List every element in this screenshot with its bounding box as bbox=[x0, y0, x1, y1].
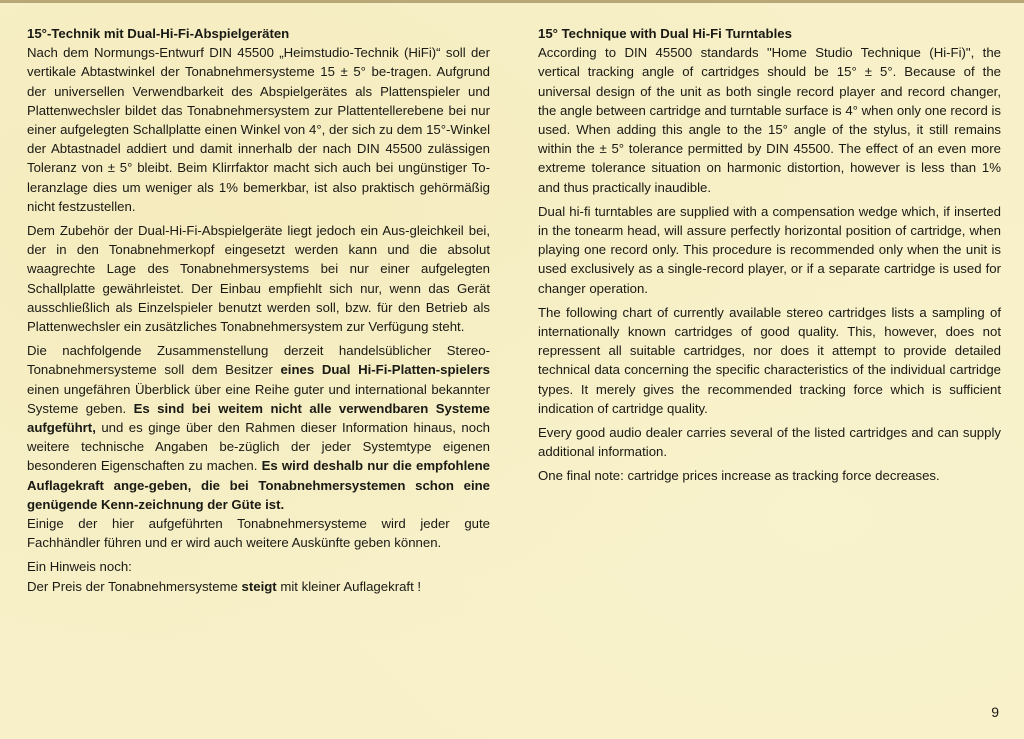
page-top-edge bbox=[0, 0, 1024, 3]
german-p3-bold-2: Es sind bei weitem nicht alle verwendbaren Systeme aufgeführt, bbox=[27, 400, 491, 436]
german-note-bold: steigt bbox=[241, 578, 277, 594]
german-p3-text-2: einen ungefähren Überblick über eine Reihe guter und international bekannter Systeme geben. bbox=[27, 381, 490, 416]
english-paragraph-3: The following chart of currently available stereo cartridges lists a sampling of internationally known cartridges of good quality. This, however, does not repressent all suitable cartridges, nor does it attempt to provide detailed technical data concerning the specific characteristics of the individual cartridge types. It merely gives the recommended tracking force which is sufficient indication of cartridge quality. bbox=[538, 304, 1001, 416]
german-p3-bold-1: eines Dual Hi-Fi-Platten-spielers bbox=[280, 362, 490, 378]
english-paragraph-4: Every good audio dealer carries several of the listed cartridges and can supply additional information. bbox=[538, 425, 1001, 460]
german-p3-text-3: und es ginge über den Rahmen dieser Information hinaus, noch weitere technische Angaben be-züglich der jeder Systemtype eigenen besonderen Eigenschaften zu machen. bbox=[27, 420, 490, 474]
german-note-text-1: Der Preis der Tonabnehmersysteme bbox=[27, 578, 242, 594]
german-heading: 15°-Technik mit Dual-Hi-Fi-Abspielgeräten bbox=[27, 26, 290, 41]
german-p3-bold-3: Es wird deshalb nur die empfohlene Auflagekraft ange-geben, die bei Tonabnehmersystemen schon eine genügende Kenn-zeichnung der Güte ist. bbox=[27, 458, 490, 512]
german-note-text bbox=[27, 577, 490, 596]
english-paragraph-2: Dual hi-fi turntables are supplied with a compensation wedge which, if inserted in the tonearm head, will assure perfectly horizontal position of cartridge, when playing one record only. This procedure is recommended only when the unit is used exclusively as a single-record player, or if a separate cartridge is used for changer operation. bbox=[538, 203, 1001, 296]
german-p3-text-1: Die nachfolgende Zusammenstellung derzeit handelsüblicher Stereo-Tonabnehmersysteme soll dem Besitzer bbox=[27, 343, 490, 378]
english-paragraph-1: According to DIN 45500 standards "Home Studio Technique (Hi-Fi)", the vertical tracking angle of cartridges should be 15° ± 5°. Because of the universal design of the unit as both single record player and record changer, the angle between cartridge and turntable surface is 4° when only one record is used. When adding this angle to the 15° angle of the stylus, it still remains within the ± 5° tolerance permitted by DIN 45500. The effect of an even more extreme tolerance situation on harmonic distortion, however is less than 1% and thus practically inaudible. bbox=[538, 45, 1001, 195]
english-paragraph-5: One final note: cartridge prices increase as tracking force decreases. bbox=[538, 468, 940, 484]
german-note-text-2: mit kleiner Auflagekraft ! bbox=[276, 578, 422, 594]
page-number: 9 bbox=[991, 704, 999, 720]
german-paragraph-3 bbox=[27, 341, 490, 514]
english-heading: 15° Technique with Dual Hi-Fi Turntables bbox=[538, 26, 792, 41]
german-column bbox=[27, 24, 490, 601]
german-paragraph-2: Dem Zubehör der Dual-Hi-Fi-Abspielgeräte liegt jedoch ein Aus-gleichkeil bei, der in den Tonabnehmerkopf eingesetzt werden kann und die absolut waagrechte Lage des Tonabnehmersystems bei nur einer aufgelegten Schallplatte gewährleistet. Der Einbau empfiehlt sich nur, wenn das Gerät ausschließlich als Einzelspieler benutzt werden soll, bzw. für den Betrieb als Plattenwechsler ein zusätzliches Tonabnehmersystem zur Verfügung steht. bbox=[27, 223, 490, 335]
german-note-label: Ein Hinweis noch: bbox=[27, 559, 132, 575]
english-column bbox=[538, 24, 1001, 491]
german-paragraph-4: Einige der hier aufgeführten Tonabnehmersysteme wird jeder gute Fachhändler führen und er wird auch weitere Auskünfte geben können. bbox=[27, 516, 490, 551]
german-paragraph-1: Nach dem Normungs-Entwurf DIN 45500 „Heimstudio-Technik (HiFi)“ soll der vertikale Abtastwinkel der Tonabnehmersysteme 15 ± 5° be-tragen. Aufgrund der universellen Verwendbarkeit des Abspielgerätes als Plattenspieler und Plattenwechsler bildet das Tonabnehmersystem zur Plattentellerebene bei nur einer aufgelegten Schallplatte einen Winkel von 4°, der sich zu dem 15°-Winkel der Abtastnadel addiert und damit innerhalb der nach DIN 45500 zulässigen Toleranz von ± 5° bleibt. Beim Klirrfaktor macht sich auch bei ungünstiger To-leranzlage dies um weniger als 1% bemerkbar, ist also praktisch gehörmäßig nicht festzustellen. bbox=[27, 45, 490, 214]
